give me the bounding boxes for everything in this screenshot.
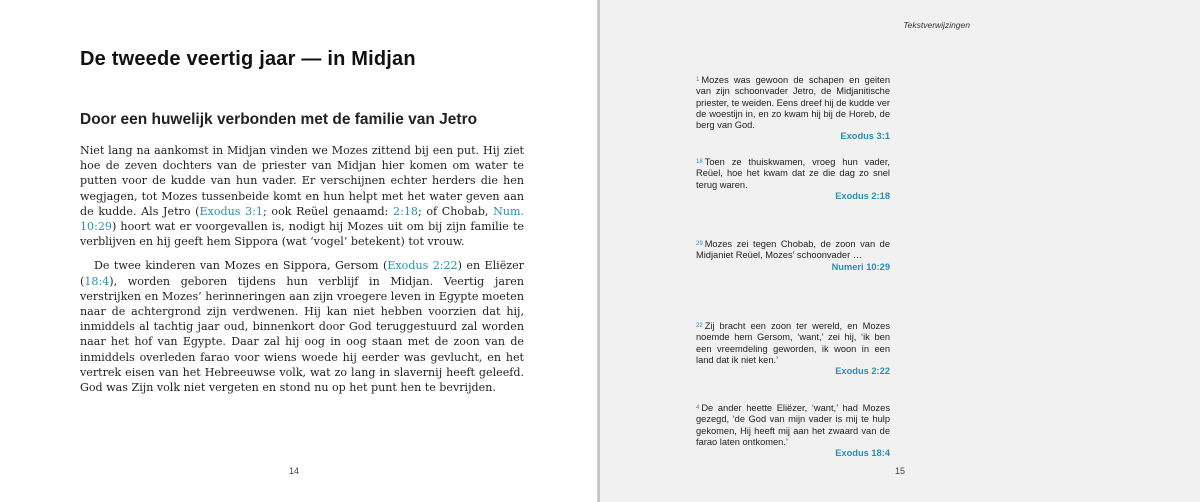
paragraph-2 [80,258,524,395]
scripture-reference[interactable]: Exodus 3:1 [199,204,263,218]
note-text: Mozes was gewoon de schapen en geiten van zijn schoonvader Jetro, de Midjanitische priester, te weiden. Eens dreef hij de kudde ver de woestijn in, en zo kwam hij bij de Horeb, de berg van God. [696,75,890,131]
verse-number: 18 [696,159,703,165]
verse-number: 22 [696,323,703,329]
note-source[interactable]: Numeri 10:29 [831,261,890,272]
scripture-reference[interactable]: 2:18 [393,204,418,218]
verse-number: 1 [696,77,700,83]
page-number-right: 15 [895,466,906,476]
text-run: Niet lang na aankomst in Midjan vinden we Mozes zittend bij een put. Hij ziet hoe de zeven dochters van de priester van Midjan hier komen om water te putten voor de kudde van hun vader. Er verschijnen echter herders die hen wegjagen, tot Mozes tussenbeide komt en hun helpt met het water geven aan de kudde. Als Jetro ( [80,144,524,218]
note-source[interactable]: Exodus 2:18 [835,190,890,201]
page-number-left: 14 [289,466,300,476]
reference-note [696,157,890,239]
scripture-reference[interactable]: Exodus 2:22 [387,259,458,273]
body-text [80,143,524,404]
note-source[interactable]: Exodus 3:1 [840,131,890,142]
section-title: Door een huwelijk verbonden met de familie van Jetro [80,111,478,128]
scripture-reference[interactable]: Num. 10:29 [80,204,525,234]
note-text: Zij bracht een zoon ter wereld, en Mozes noemde hem Gersom, ‘want,’ zei hij, ‘ik ben een vreemdeling geworden, ik woon in een land dat ik niet ken.’ [696,321,890,365]
note-text: Toen ze thuiskwamen, vroeg hun vader, Reüel, hoe het kwam dat ze die dag zo snel terug waren. [696,157,890,190]
right-page [600,0,1200,502]
verse-number: 4 [696,405,700,411]
note-source[interactable]: Exodus 18:4 [835,448,890,459]
reference-note [696,239,890,321]
text-run: ; of Chobab, [417,204,494,218]
verse-number: 29 [696,241,703,247]
text-run: ) hoort wat er voorgevallen is, nodigt hij Mozes uit om bij zijn familie te verblijven en hij geeft hem Sippora (wat ‘vogel’ betekent) tot vrouw. [80,220,524,249]
left-page [0,0,598,502]
note-source[interactable]: Exodus 2:22 [835,366,890,377]
text-run: De twee kinderen van Mozes en Sippora, Gersom ( [94,259,388,273]
scripture-reference[interactable]: 18:4 [84,274,110,288]
reference-note [696,403,890,485]
reference-note [696,75,890,157]
note-text: Mozes zei tegen Chobab, de zoon van de Midjaniet Reüel, Mozes’ schoonvader … [696,239,890,261]
chapter-title: De tweede veertig jaar — in Midjan [80,48,416,70]
running-header: Tekstverwijzingen [903,20,970,30]
text-run: ), worden geboren tijdens hun verblijf in Midjan. Veertig jaren verstrijken en Mozes’ herinneringen aan zijn vroegere leven in Egypte moeten naar de achtergrond zijn verdwenen. Hij kan niet hebben voorzien dat hij, inmiddels al tachtig jaar oud, binnenkort door God teruggestuurd zal worden naar het hof van Egypte. Daar zal hij oog in oog staan met de zoon van de inmiddels overleden farao voor wiens woede hij eerder was gevlucht, en het vertrek eisen van het Hebreeuwse volk, wat zo lang in slavernij heeft geleefd. God was Zijn volk niet vergeten en stond nu op het punt hen te bevrijden. [80,274,524,395]
reference-notes [696,75,890,485]
note-text: De ander heette Eliëzer, ‘want,’ had Mozes gezegd, ‘de God van mijn vader is mij te hulp gekomen, Hij heeft mij aan het zwaard van de farao laten ontkomen.’ [696,403,890,447]
paragraph-1 [80,143,524,249]
text-run: ; ook Reüel genaamd: [263,204,394,218]
reference-note [696,321,890,403]
text-run: ) en Eliëzer ( [80,259,524,288]
